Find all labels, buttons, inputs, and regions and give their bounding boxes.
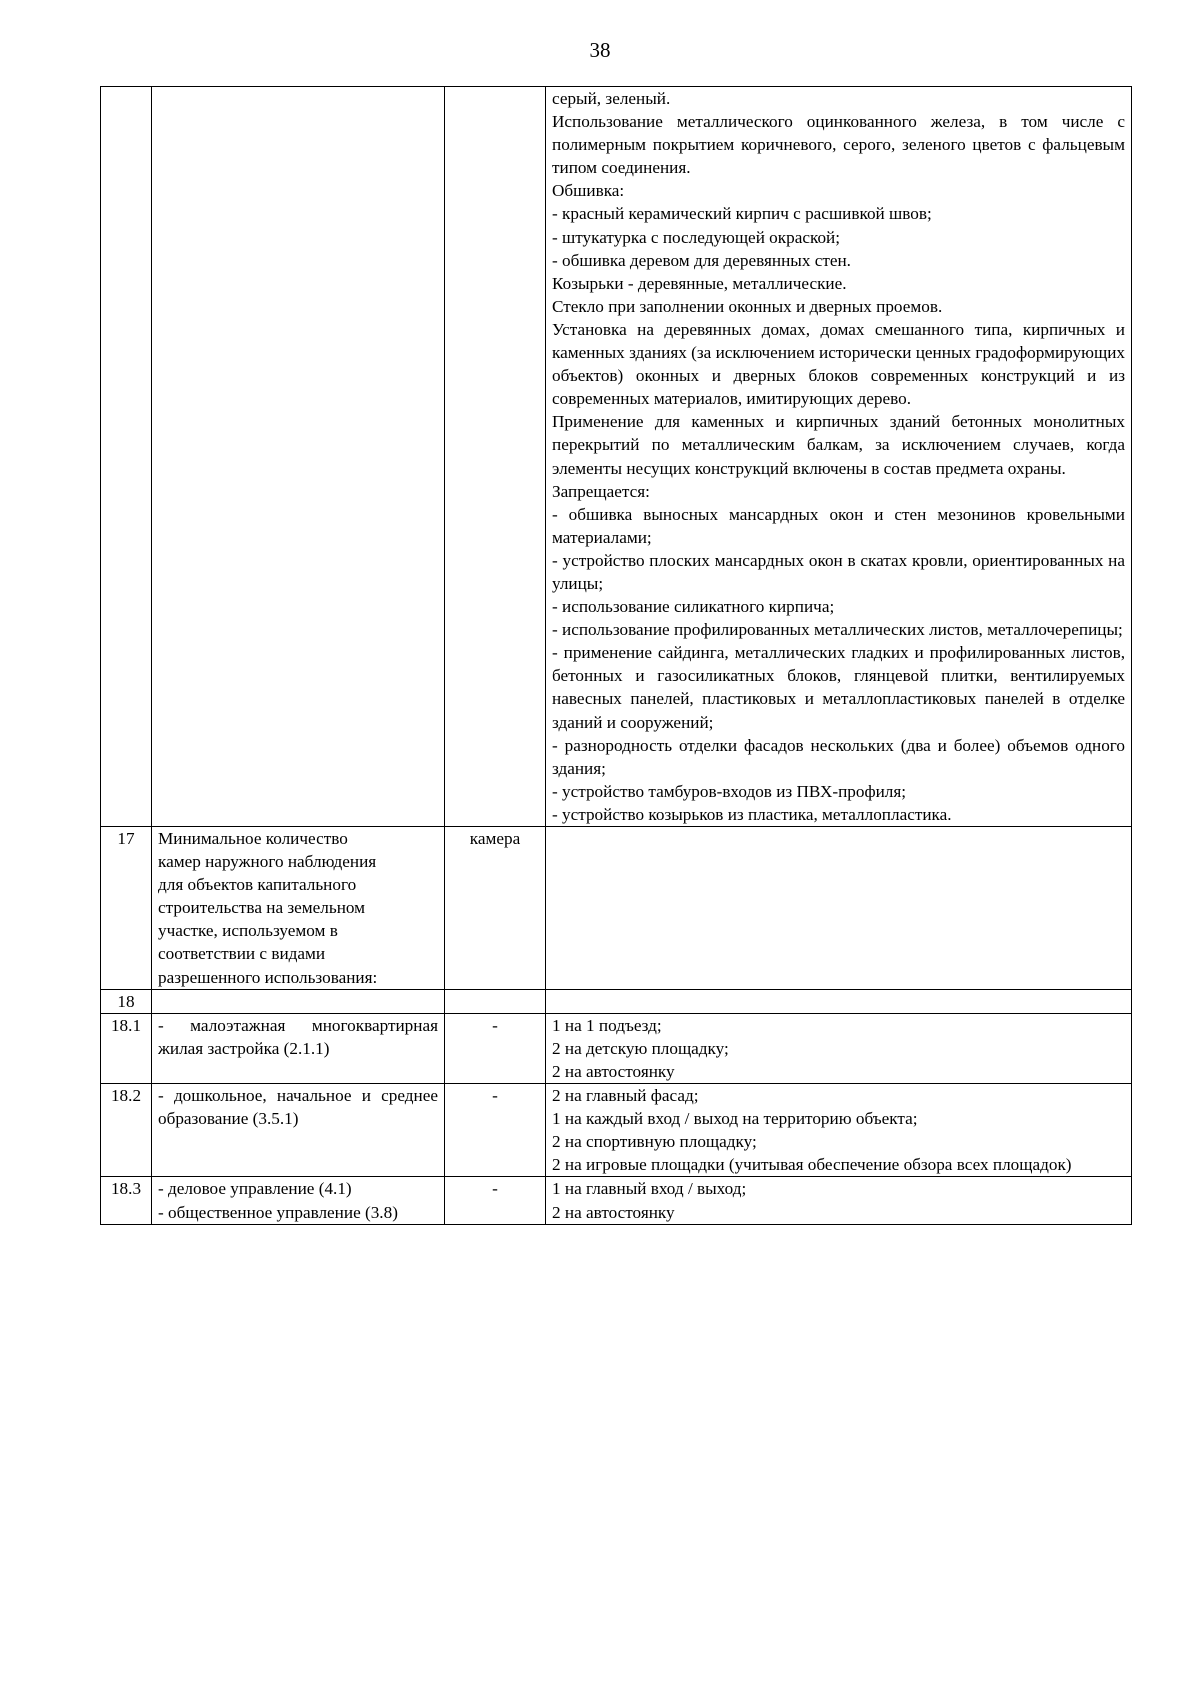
row-number: 17 — [101, 827, 152, 990]
parameter-value — [546, 1013, 1132, 1083]
table-row — [101, 87, 1132, 827]
value-line: 2 на автостоянку — [552, 1061, 675, 1081]
value-line: Обшивка: — [552, 181, 625, 201]
name-line: для объектов капитального — [158, 875, 357, 895]
name-text: - дошкольное, начальное и среднее образование (3.5.1) — [158, 1086, 438, 1129]
unit-cell: камера — [445, 827, 546, 990]
value-line: 2 на спортивную площадку; — [552, 1132, 757, 1152]
parameter-name — [152, 827, 445, 990]
row-number — [101, 87, 152, 827]
value-line: Установка на деревянных домах, домах смешанного типа, кирпичных и каменных зданиях (за исключением исторически ценных градоформирующих объектов) оконных и дверных блоков современных конструкций и из современных материалов, имитирующих дерево. — [552, 319, 1125, 409]
value-line: - обшивка выносных мансардных окон и стен мезонинов кровельными материалами; — [552, 504, 1125, 547]
value-line: 1 на главный вход / выход; — [552, 1179, 747, 1199]
value-line: 1 на 1 подъезд; — [552, 1015, 662, 1035]
value-line: Козырьки - деревянные, металлические. — [552, 273, 847, 293]
parameter-value — [546, 827, 1132, 990]
value-line: Запрещается: — [552, 481, 650, 501]
parameter-value — [546, 989, 1132, 1013]
value-line: - применение сайдинга, металлических гладких и профилированных листов, бетонных и газосиликатных блоков, глянцевой плитки, вентилируемых навесных панелей, пластиковых и металлопластиковых панелей в отделке зданий и сооружений; — [552, 643, 1125, 732]
parameter-value — [546, 1084, 1132, 1177]
value-line: Стекло при заполнении оконных и дверных проемов. — [552, 296, 943, 316]
value-line: - устройство козырьков из пластика, металлопластика. — [552, 804, 952, 824]
name-line: участке, используемом в — [158, 921, 338, 941]
name-line: - деловое управление (4.1) — [158, 1179, 352, 1199]
value-line: - устройство тамбуров-входов из ПВХ-профиля; — [552, 781, 907, 801]
name-line: Минимальное количество — [158, 829, 348, 848]
page-number: 38 — [589, 38, 611, 62]
value-line: - использование силикатного кирпича; — [552, 597, 835, 617]
parameter-name — [152, 1084, 445, 1177]
value-line: - красный керамический кирпич с расшивкой швов; — [552, 204, 932, 224]
parameter-value — [546, 87, 1132, 827]
value-line: - устройство плоских мансардных окон в скатах кровли, ориентированных на улицы; — [552, 550, 1125, 593]
unit-cell — [445, 989, 546, 1013]
value-line: - обшивка деревом для деревянных стен. — [552, 250, 851, 270]
value-line: - штукатурка с последующей окраской; — [552, 227, 841, 247]
table-row — [101, 827, 1132, 990]
unit-cell: - — [445, 1013, 546, 1083]
parameter-name — [152, 87, 445, 827]
value-line: Применение для каменных и кирпичных зданий бетонных монолитных перекрытий по металлическим балкам, за исключением случаев, когда элементы несущих конструкций включены в состав предмета охраны. — [552, 412, 1125, 478]
unit-cell: - — [445, 1177, 546, 1224]
value-line: 2 на детскую площадку; — [552, 1038, 729, 1058]
requirements-table — [100, 86, 1132, 1225]
name-text: - малоэтажная многоквартирная жилая застройка (2.1.1) — [158, 1015, 438, 1058]
name-line: - общественное управление (3.8) — [158, 1202, 398, 1222]
value-line: 2 на игровые площадки (учитывая обеспечение обзора всех площадок) — [552, 1155, 1072, 1175]
row-number: 18 — [101, 989, 152, 1013]
value-line: серый, зеленый. — [552, 89, 671, 108]
value-line: - разнородность отделки фасадов нескольких (два и более) объемов одного здания; — [552, 735, 1125, 778]
value-line: - использование профилированных металлических листов, металлочерепицы; — [552, 620, 1123, 640]
value-line: 1 на каждый вход / выход на территорию объекта; — [552, 1109, 918, 1129]
table-row — [101, 989, 1132, 1013]
table-row — [101, 1177, 1132, 1224]
table-row — [101, 1013, 1132, 1083]
name-line: строительства на земельном — [158, 898, 366, 918]
row-number: 18.3 — [101, 1177, 152, 1224]
parameter-name — [152, 1177, 445, 1224]
row-number: 18.2 — [101, 1084, 152, 1177]
name-line: разрешенного использования: — [158, 967, 378, 987]
name-line: соответствии с видами — [158, 944, 326, 964]
parameter-name — [152, 1013, 445, 1083]
unit-cell: - — [445, 1084, 546, 1177]
parameter-value — [546, 1177, 1132, 1224]
unit-cell — [445, 87, 546, 827]
parameter-name — [152, 989, 445, 1013]
value-line: Использование металлического оцинкованного железа, в том числе с полимерным покрытием коричневого, серого, зеленого цветов с фальцевым типом соединения. — [552, 112, 1125, 178]
name-line: камер наружного наблюдения — [158, 852, 377, 872]
table-row — [101, 1084, 1132, 1177]
value-line: 2 на главный фасад; — [552, 1086, 699, 1106]
value-line: 2 на автостоянку — [552, 1202, 675, 1222]
row-number: 18.1 — [101, 1013, 152, 1083]
